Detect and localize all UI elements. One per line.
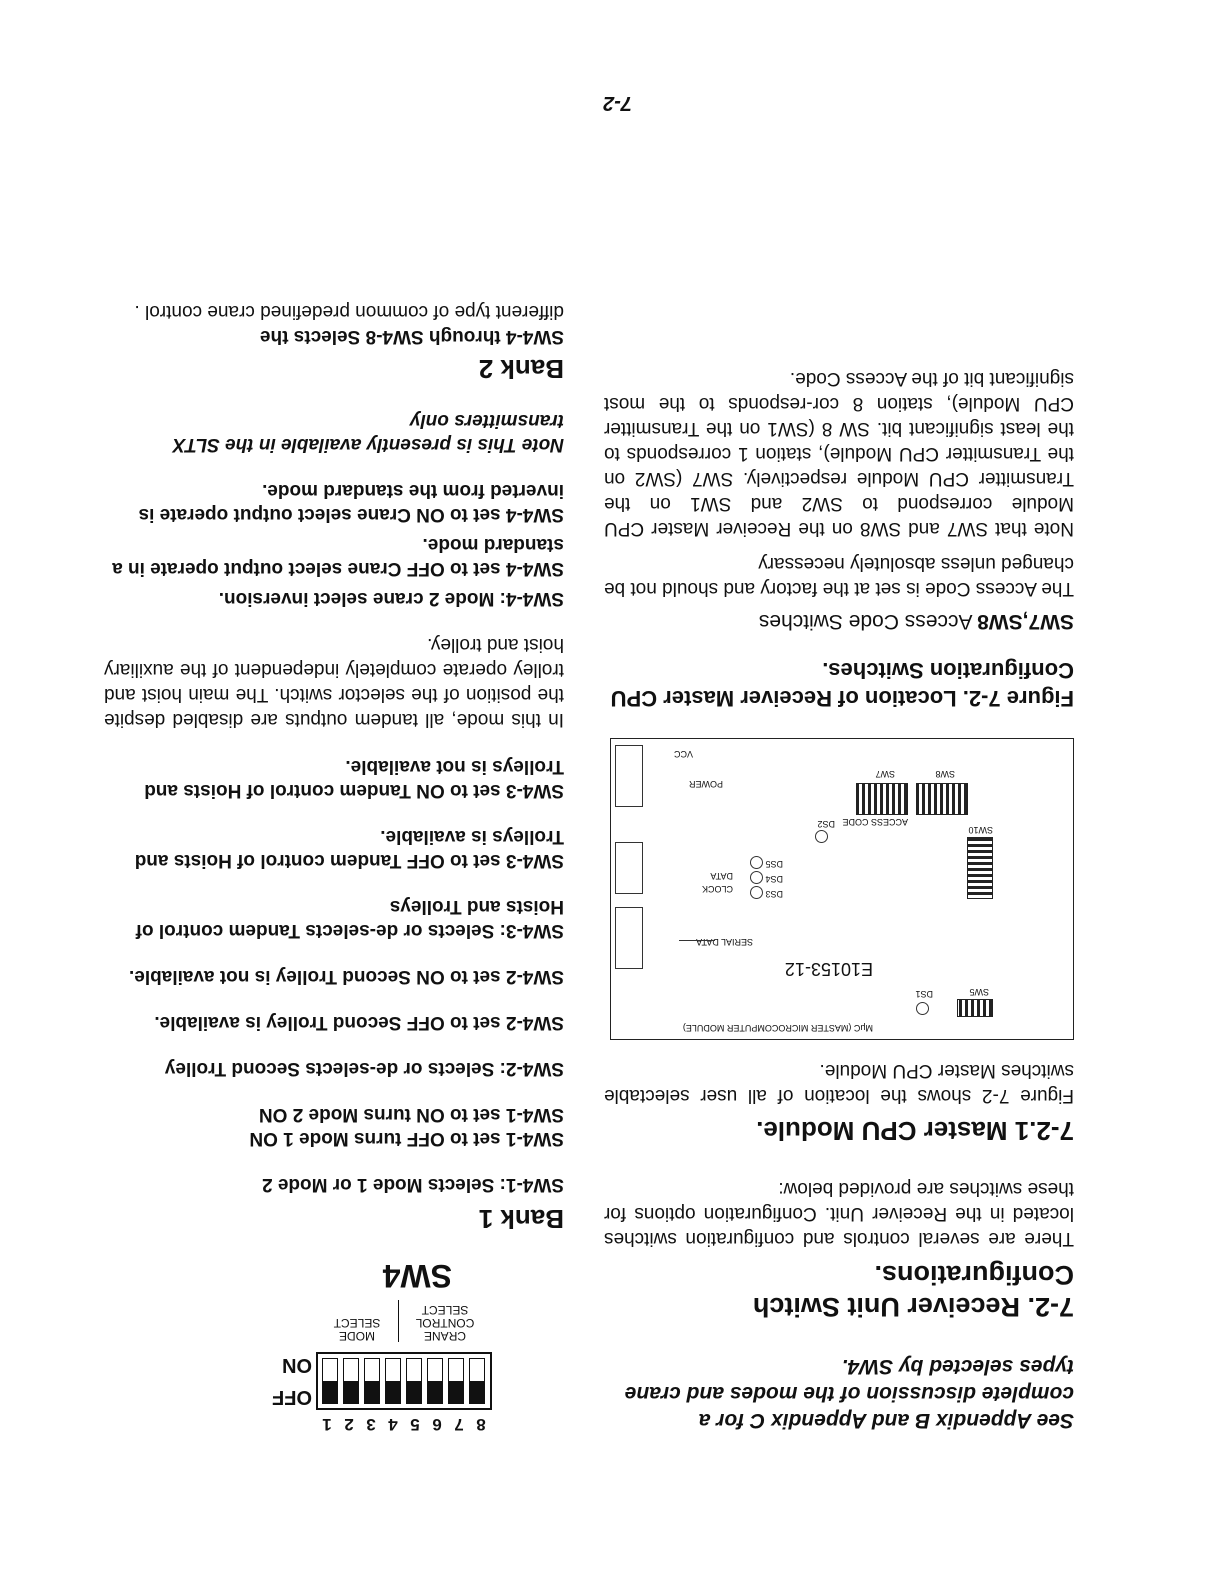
switch-number-6: 6: [432, 1415, 442, 1434]
ds2-led: [815, 830, 828, 843]
access-code-label: ACCESS CODE: [842, 817, 908, 827]
sw4-4-head: SW4-4: Mode 2 crane select inversion.: [218, 588, 564, 609]
cpu-module-figure: [610, 738, 1074, 1040]
dip-position: [407, 1358, 423, 1404]
sw10-label: SW10: [968, 825, 993, 835]
label-divider: [398, 1300, 399, 1342]
clock-data-connector: [615, 842, 643, 894]
mode-select-label: MODE SELECT: [333, 1316, 381, 1343]
sw78-note: Note that SW7 and SW8 on the Receiver Master CPU Module correspond to SW2 and SW1 on the Transmitter CPU Module respectively. SW7 (SW2 on the Transmitter CPU Module), station 1 corresponds to the least significant bit. SW 8 (SW1 on the Transmitter CPU Module), station 8 cor-responds to the most significant bit of the Access Code.: [604, 368, 1074, 539]
serial-connector: [615, 907, 643, 969]
bank1-title: Bank 1: [478, 1204, 564, 1234]
sw4-1-head: SW4-1: Selects Mode 1 or Mode 2: [262, 1174, 564, 1195]
sw78-head-bold: SW7,SW8: [977, 610, 1074, 633]
sw4-diagram: [104, 1244, 564, 1434]
ds1-label: DS1: [915, 989, 933, 999]
sw4-4-8-head: SW4-4 through SW4-8 Selects the: [259, 326, 564, 347]
dip-position: [449, 1358, 465, 1404]
sw4-3-off: SW4-3 set to OFF Tandem control of Hoists and Trolleys is available.: [134, 826, 564, 871]
part-number: E10153-12: [784, 959, 873, 979]
ds5-label: DS5: [765, 859, 783, 869]
sw4-4-8-body: different type of common predefined crane control .: [134, 301, 564, 322]
switch-number-1: 1: [322, 1415, 332, 1434]
ds5-led: [750, 856, 763, 869]
ds2-label: DS2: [817, 819, 835, 829]
ds4-led: [750, 871, 763, 884]
sw4-3-body: In this mode, all tandem outputs are disabled despite the position of the selector switch. The main hoist and trolley operate completely independent of the auxiliary hoist and trolley.: [104, 634, 564, 730]
switch-number-7: 7: [454, 1415, 464, 1434]
dip-position: [365, 1358, 381, 1404]
sw8-label: SW8: [935, 769, 955, 779]
power-connector: [615, 745, 643, 807]
sltx-note: Note This is presently available in the SLTX transmitters only: [172, 410, 564, 455]
switch-number-8: 8: [476, 1415, 486, 1434]
dip-position: [344, 1358, 360, 1404]
sw78-body: The Access Code is set at the factory and should not be changed unless absolutely necessary: [604, 553, 1074, 599]
page-number: 7-2: [603, 92, 632, 114]
dip-position: [470, 1358, 486, 1404]
sw4-3-head: SW4-3: Selects or de-selects Tandem control of Hoists and Trolleys: [135, 896, 564, 941]
sw5-label: SW5: [969, 987, 989, 997]
off-label: OFF: [272, 1386, 312, 1408]
subsection-body: Figure 7-2 shows the location of all user selectable switches Master CPU Module.: [604, 1060, 1074, 1106]
switch-numbers: [316, 1414, 492, 1434]
clock-label: CLOCK: [701, 884, 733, 894]
ds4-label: DS4: [765, 874, 783, 884]
serial-wire: [679, 940, 715, 941]
sw4-3-on: SW4-3 set to ON Tandem control of Hoists and Trolleys is not available.: [144, 756, 564, 801]
sw4-4-off: SW4-4 set to OFF Crane select output operate in a standard mode.: [112, 534, 564, 579]
switch-number-3: 3: [366, 1415, 376, 1434]
sw4-1-off: SW4-1 set to OFF turns Mode 1 ON: [249, 1128, 564, 1149]
sw4-2-off: SW4-2 set to OFF Second Trolley is available.: [154, 1012, 564, 1033]
ds3-label: DS3: [765, 889, 783, 899]
dip-position: [323, 1358, 339, 1404]
figure-caption: Figure 7-2. Location of Receiver Master CPU Configuration Switches.: [610, 658, 1074, 711]
sw8-switch: [916, 783, 968, 815]
sw78-head-rest: Access Code Switches: [758, 610, 978, 633]
sw4-title: SW4: [382, 1258, 452, 1294]
sw78-heading: [604, 609, 1074, 634]
vcc-label: VCC: [673, 749, 693, 759]
bank2-title: Bank 2: [478, 354, 564, 384]
sw5-switch: [957, 999, 993, 1017]
section-title: 7-2. Receiver Unit Switch Configurations.: [752, 1260, 1074, 1322]
section-body: There are several controls and configuration switches located in the Receiver Unit. Configuration options for these switches are provided below:: [604, 1178, 1074, 1249]
left-column: [604, 366, 1074, 1434]
ds1-led: [916, 1002, 929, 1015]
serial-data-label: SERIAL DATA: [696, 937, 753, 947]
sw7-switch: [856, 783, 908, 815]
sw4-2-on: SW4-2 set to ON Second Trolley is not available.: [128, 966, 564, 987]
sw4-2-head: SW4-2: Selects or de-selects Second Trolley: [164, 1058, 564, 1079]
appendix-note: See Appendix B and Appendix C for a complete discussion of the modes and crane types selected by SW4.: [624, 1355, 1074, 1432]
board-label: MμC (MASTER MICROCOMPUTER MODULE): [682, 1023, 873, 1033]
ds3-led: [750, 886, 763, 899]
crane-control-label: CRANE CONTROL SELECT: [415, 1303, 475, 1343]
sw4-4-on: SW4-4 set to ON Crane select output operate is inverted from the standard mode.: [138, 480, 564, 525]
sw7-label: SW7: [875, 769, 895, 779]
data-label: DATA: [710, 871, 733, 881]
power-label: POWER: [688, 779, 723, 789]
switch-number-5: 5: [410, 1415, 420, 1434]
switch-number-2: 2: [344, 1415, 354, 1434]
dip-position: [386, 1358, 402, 1404]
on-label: ON: [282, 1354, 312, 1376]
sw4-1-on: SW4-1 set to ON turns Mode 2 ON: [258, 1104, 564, 1125]
subsection-title: 7-2.1 Master CPU Module.: [756, 1116, 1074, 1146]
switch-number-4: 4: [388, 1415, 398, 1434]
dip-position: [428, 1358, 444, 1404]
sw10-switch: [967, 837, 993, 899]
right-column: [104, 299, 564, 1434]
dip-switch-body: [316, 1352, 492, 1410]
